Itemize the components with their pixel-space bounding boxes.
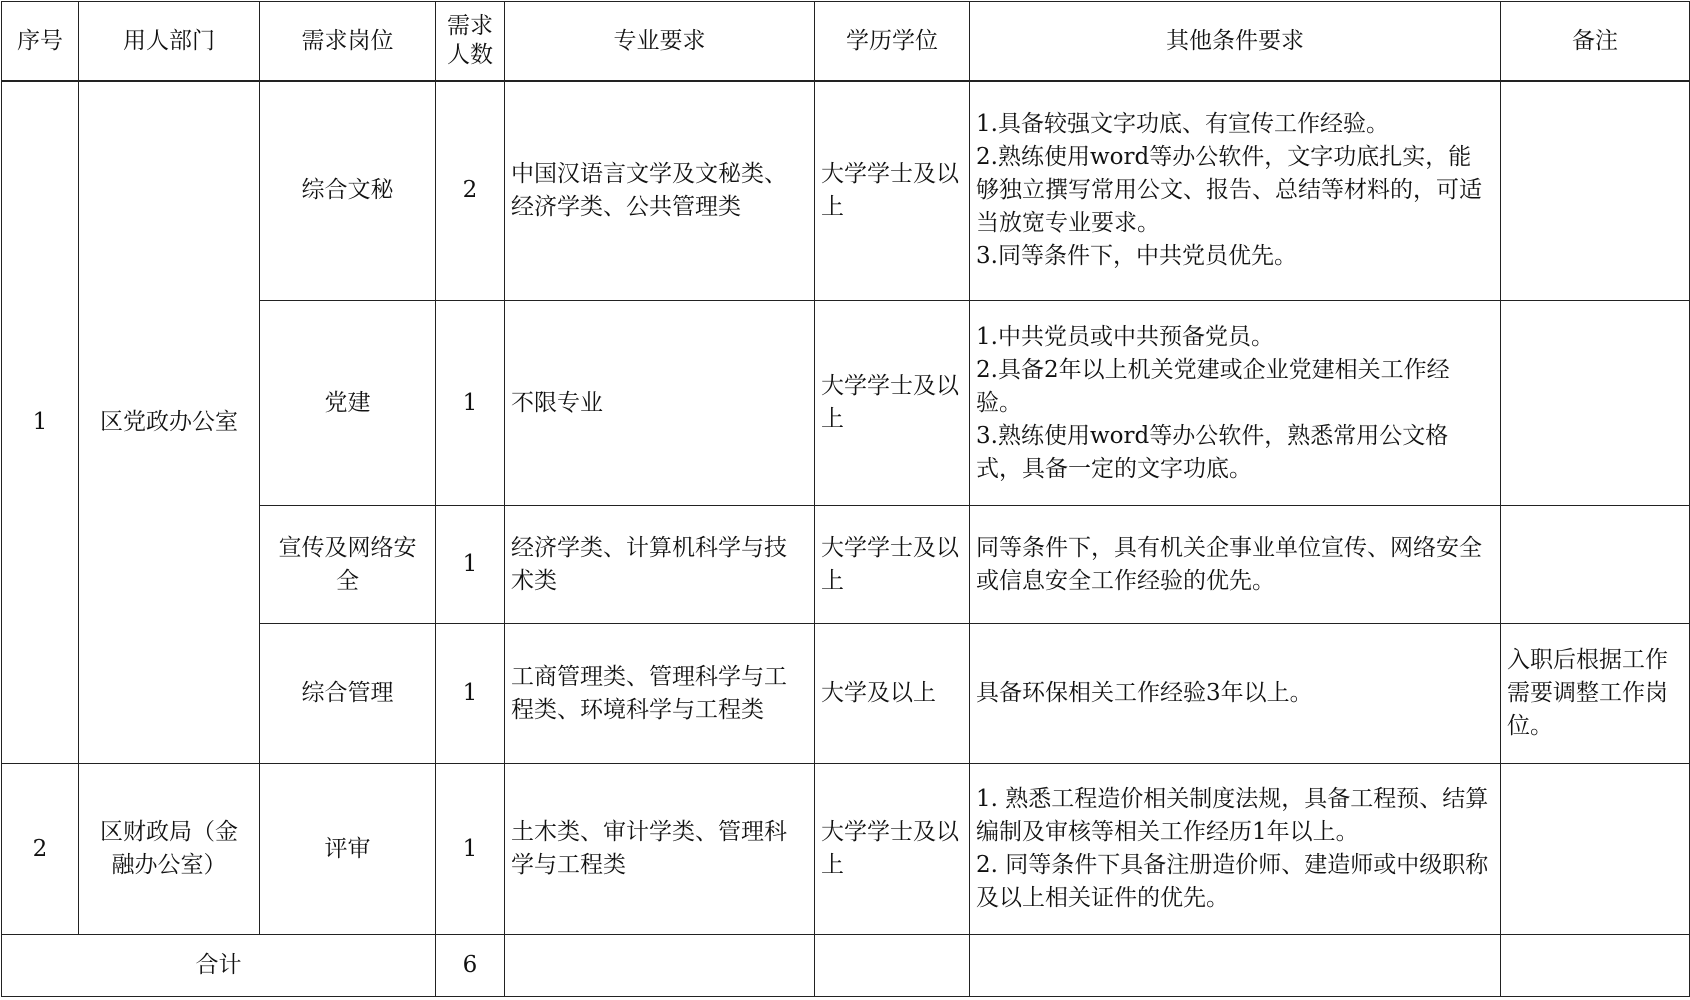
- header-count: [436, 2, 505, 81]
- header-seq: 序号: [2, 2, 79, 81]
- count-cell: 2: [436, 81, 505, 301]
- header-position: 需求岗位: [260, 2, 436, 81]
- remark-cell: [1501, 764, 1690, 935]
- other-cell: 1. 熟悉工程造价相关制度法规，具备工程预、结算编制及审核等相关工作经历1年以上。 2. 同等条件下具备注册造价师、建造师或中级职称及以上相关证件的优先。: [970, 764, 1501, 935]
- position-cell: 评审: [260, 764, 436, 935]
- total-empty-remark: [1501, 935, 1690, 997]
- recruitment-table: [1, 1, 1690, 997]
- degree-cell: 大学学士及以上: [815, 81, 970, 301]
- dept-cell: 区财政局（金融办公室）: [79, 764, 260, 935]
- total-count: 6: [436, 935, 505, 997]
- seq-cell: 2: [2, 764, 79, 935]
- degree-cell: 大学及以上: [815, 624, 970, 764]
- degree-cell: 大学学士及以上: [815, 764, 970, 935]
- header-degree: 学历学位: [815, 2, 970, 81]
- header-remark: 备注: [1501, 2, 1690, 81]
- total-empty-other: [970, 935, 1501, 997]
- position-cell: 综合管理: [260, 624, 436, 764]
- position-cell: 综合文秘: [260, 81, 436, 301]
- major-cell: 土木类、审计学类、管理科学与工程类: [505, 764, 815, 935]
- major-cell: 不限专业: [505, 301, 815, 506]
- remark-cell: [1501, 81, 1690, 301]
- remark-cell: 入职后根据工作需要调整工作岗位。: [1501, 624, 1690, 764]
- count-cell: 1: [436, 506, 505, 624]
- total-empty-degree: [815, 935, 970, 997]
- header-major: 专业要求: [505, 2, 815, 81]
- remark-cell: [1501, 301, 1690, 506]
- position-cell: 宣传及网络安全: [260, 506, 436, 624]
- degree-cell: 大学学士及以上: [815, 506, 970, 624]
- table-row: [2, 764, 1690, 935]
- remark-cell: [1501, 506, 1690, 624]
- total-label: 合计: [2, 935, 436, 997]
- position-cell: 党建: [260, 301, 436, 506]
- header-other: 其他条件要求: [970, 2, 1501, 81]
- header-row: [2, 2, 1690, 81]
- total-empty-major: [505, 935, 815, 997]
- seq-cell: 1: [2, 81, 79, 764]
- count-cell: 1: [436, 624, 505, 764]
- major-cell: 经济学类、计算机科学与技术类: [505, 506, 815, 624]
- count-cell: 1: [436, 764, 505, 935]
- other-cell: 具备环保相关工作经验3年以上。: [970, 624, 1501, 764]
- major-cell: 中国汉语言文学及文秘类、经济学类、公共管理类: [505, 81, 815, 301]
- other-cell: 1.具备较强文字功底、有宣传工作经验。 2.熟练使用word等办公软件，文字功底扎实，能够独立撰写常用公文、报告、总结等材料的，可适当放宽专业要求。 3.同等条件下，中共党员优先。: [970, 81, 1501, 301]
- other-cell: 同等条件下，具有机关企事业单位宣传、网络安全或信息安全工作经验的优先。: [970, 506, 1501, 624]
- header-count-text: 需求 人数: [447, 12, 493, 68]
- major-cell: 工商管理类、管理科学与工程类、环境科学与工程类: [505, 624, 815, 764]
- table-row: [2, 81, 1690, 301]
- total-row: [2, 935, 1690, 997]
- dept-cell: 区党政办公室: [79, 81, 260, 764]
- count-cell: 1: [436, 301, 505, 506]
- header-dept: 用人部门: [79, 2, 260, 81]
- other-cell: 1.中共党员或中共预备党员。 2.具备2年以上机关党建或企业党建相关工作经验。 3.熟练使用word等办公软件，熟悉常用公文格式，具备一定的文字功底。: [970, 301, 1501, 506]
- degree-cell: 大学学士及以上: [815, 301, 970, 506]
